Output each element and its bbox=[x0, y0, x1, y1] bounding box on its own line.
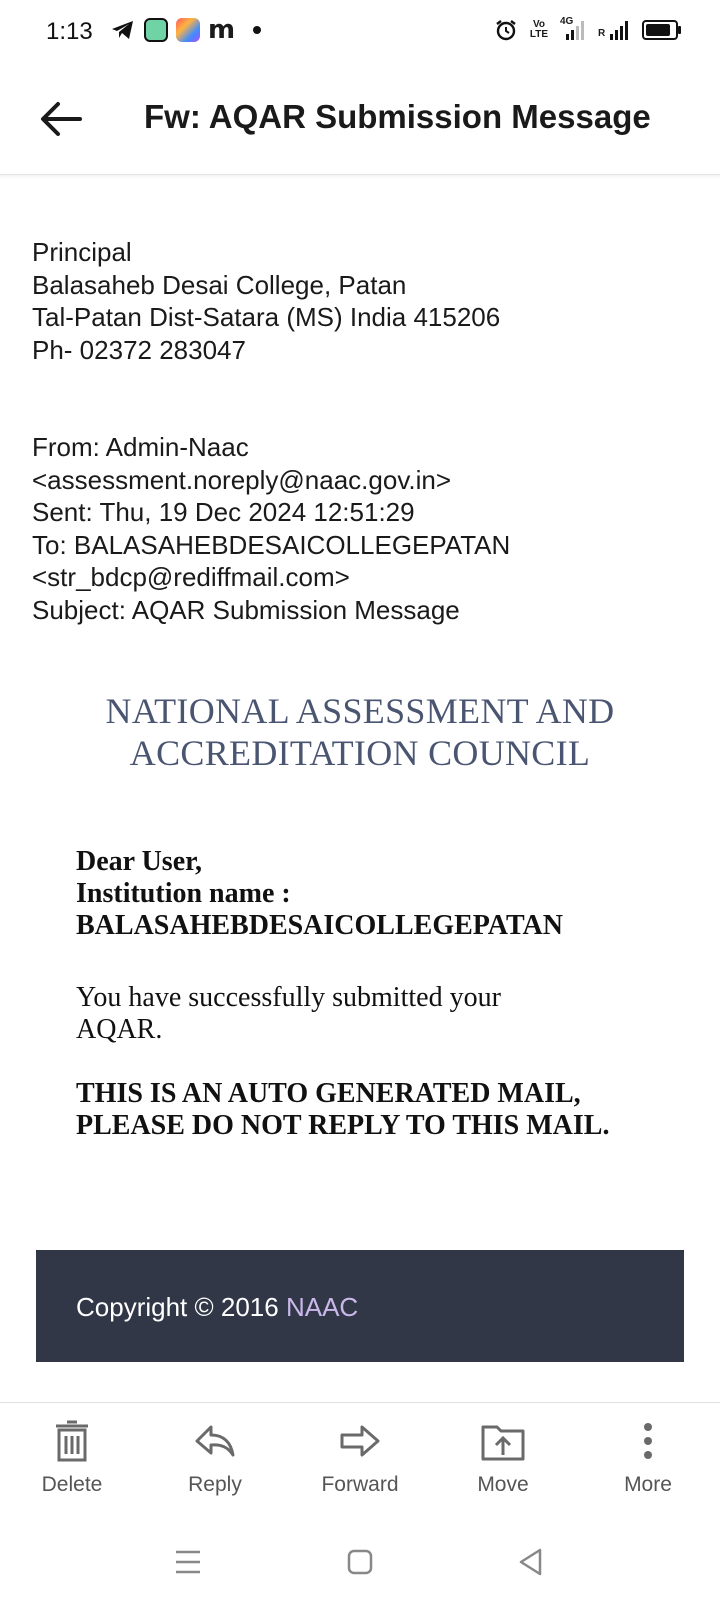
move-folder-icon bbox=[479, 1419, 527, 1463]
status-bar bbox=[0, 0, 720, 64]
organization-heading bbox=[0, 690, 720, 774]
forward-header-block bbox=[32, 431, 688, 626]
signature-line: Balasaheb Desai College, Patan bbox=[32, 269, 407, 300]
battery-icon bbox=[642, 20, 678, 40]
4g-signal-icon bbox=[560, 18, 588, 42]
volte-icon: Vo LTE bbox=[529, 19, 549, 40]
forward-button[interactable] bbox=[300, 1419, 420, 1497]
forward-from-email[interactable]: <assessment.noreply@naac.gov.in> bbox=[32, 464, 452, 495]
nav-menu-button[interactable] bbox=[168, 1542, 208, 1582]
nav-home-button[interactable] bbox=[340, 1542, 380, 1582]
forward-subject: Subject: AQAR Submission Message bbox=[32, 594, 460, 625]
roaming-signal-icon bbox=[598, 18, 632, 42]
institution-value: BALASAHEBDESAICOLLEGEPATAN bbox=[76, 910, 563, 941]
more-button[interactable] bbox=[588, 1419, 708, 1497]
roaming-label: R bbox=[598, 28, 606, 39]
more-vertical-icon bbox=[638, 1419, 658, 1463]
forward-to: To: BALASAHEBDESAICOLLEGEPATAN bbox=[32, 529, 511, 560]
notification-icons bbox=[110, 15, 261, 45]
copyright-prefix: Copyright © 2016 bbox=[76, 1292, 286, 1322]
status-time: 1:13 bbox=[46, 18, 93, 45]
reply-icon bbox=[193, 1419, 237, 1463]
organization-heading-line: NATIONAL ASSESSMENT AND bbox=[105, 691, 615, 731]
reply-button[interactable] bbox=[155, 1419, 275, 1497]
signature-line: Ph- 02372 283047 bbox=[32, 334, 246, 365]
m-icon: m bbox=[208, 15, 236, 45]
back-button[interactable] bbox=[36, 94, 86, 144]
signature-block bbox=[32, 236, 688, 366]
signature-line: Tal-Patan Dist-Satara (MS) India 415206 bbox=[32, 302, 501, 332]
alarm-icon bbox=[494, 18, 518, 42]
organization-heading-line: ACCREDITATION COUNCIL bbox=[129, 733, 591, 773]
message-line: You have successfully submitted your bbox=[76, 982, 501, 1013]
letter-body bbox=[76, 846, 676, 1142]
notice-line: THIS IS AN AUTO GENERATED MAIL, bbox=[76, 1078, 581, 1109]
move-label: Move bbox=[477, 1473, 529, 1496]
arrow-left-icon bbox=[36, 94, 86, 144]
more-label: More bbox=[624, 1473, 672, 1496]
dot-icon bbox=[253, 26, 261, 34]
app-header bbox=[0, 64, 720, 175]
app-colorful-icon bbox=[176, 18, 200, 42]
greeting: Dear User, bbox=[76, 846, 202, 877]
email-body bbox=[32, 236, 688, 626]
forward-from: From: Admin-Naac bbox=[32, 432, 249, 462]
move-button[interactable] bbox=[443, 1419, 563, 1497]
bottom-toolbar bbox=[0, 1402, 720, 1523]
copyright-text bbox=[76, 1292, 358, 1323]
menu-icon bbox=[168, 1542, 208, 1582]
notice-line: PLEASE DO NOT REPLY TO THIS MAIL. bbox=[76, 1110, 610, 1141]
back-triangle-icon bbox=[512, 1542, 552, 1582]
institution-label: Institution name : bbox=[76, 878, 291, 909]
home-square-icon bbox=[340, 1542, 380, 1582]
system-icons bbox=[494, 18, 678, 42]
page-title: Fw: AQAR Submission Message bbox=[144, 98, 651, 135]
system-nav-bar bbox=[0, 1522, 720, 1600]
signature-line: Principal bbox=[32, 237, 132, 267]
delete-label: Delete bbox=[41, 1473, 103, 1496]
app-green-icon bbox=[144, 18, 168, 42]
message-line: AQAR. bbox=[76, 1014, 163, 1045]
naac-link[interactable]: NAAC bbox=[285, 1292, 359, 1322]
delete-button[interactable] bbox=[12, 1419, 132, 1497]
copyright-footer bbox=[36, 1250, 684, 1362]
nav-back-button[interactable] bbox=[512, 1542, 552, 1582]
trash-icon bbox=[52, 1419, 92, 1463]
battery-level bbox=[646, 24, 670, 36]
reply-label: Reply bbox=[188, 1473, 242, 1496]
telegram-icon bbox=[110, 18, 136, 42]
network-type-label: 4G bbox=[560, 16, 574, 27]
forward-label: Forward bbox=[321, 1473, 399, 1496]
forward-sent: Sent: Thu, 19 Dec 2024 12:51:29 bbox=[32, 497, 415, 527]
forward-arrow-icon bbox=[338, 1419, 382, 1463]
forward-to-email[interactable]: <str_bdcp@rediffmail.com> bbox=[32, 562, 350, 592]
